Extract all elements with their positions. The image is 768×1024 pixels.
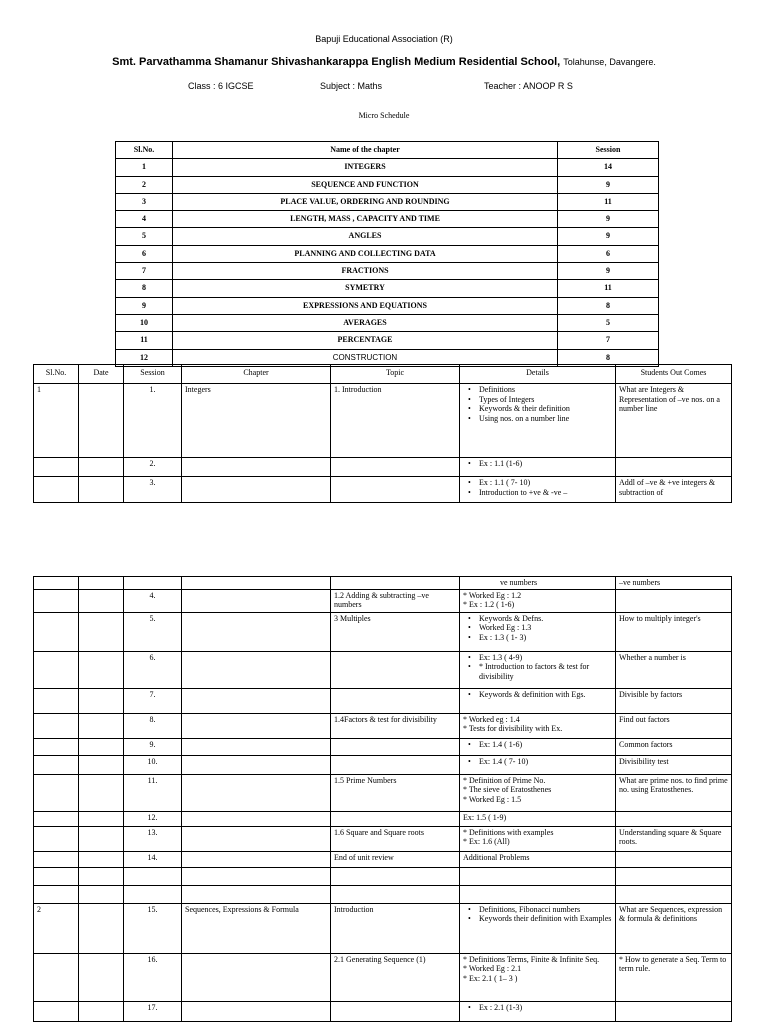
schedule-slno: 4	[116, 211, 173, 228]
details-item: • Ex: 1.4 ( 1-6)	[463, 740, 612, 750]
schedule-session: 8	[558, 297, 659, 314]
plan-session: 2.	[124, 458, 182, 477]
plan-chapter: Sequences, Expressions & Formula	[182, 903, 331, 953]
details-list	[463, 614, 612, 643]
plan-header-slno: Sl.No.	[34, 365, 79, 384]
schedule-chapter: PLANNING AND COLLECTING DATA	[173, 245, 558, 262]
schedule-header-session: Session	[558, 142, 659, 159]
plan-details: * Definitions with examples * Ex: 1.6 (All)	[460, 826, 616, 851]
schedule-chapter: EXPRESSIONS AND EQUATIONS	[173, 297, 558, 314]
plan-topic: End of unit review	[331, 851, 460, 867]
plan-chapter	[182, 688, 331, 713]
plan-details	[460, 688, 616, 713]
plan-details: ve numbers	[460, 577, 616, 590]
plan-session: 3.	[124, 477, 182, 503]
schedule-session: 14	[558, 159, 659, 176]
plan-chapter	[182, 612, 331, 651]
schedule-row	[116, 176, 659, 193]
plan-date	[79, 577, 124, 590]
plan-topic	[331, 688, 460, 713]
plan-details	[460, 738, 616, 755]
plan-outcome: Find out factors	[616, 713, 732, 738]
plan-details: * Definition of Prime No. * The sieve of Eratosthenes * Worked Eg : 1.5	[460, 774, 616, 811]
plan-slno	[34, 953, 79, 1001]
plan-session: 6.	[124, 651, 182, 688]
plan-topic	[331, 755, 460, 774]
plan-details	[460, 903, 616, 953]
plan-header-outcomes: Students Out Comes	[616, 365, 732, 384]
plan-chapter	[182, 953, 331, 1001]
plan-outcome: Whether a number is	[616, 651, 732, 688]
plan-slno	[34, 713, 79, 738]
plan-outcome	[616, 851, 732, 867]
plan-chapter	[182, 811, 331, 826]
schedule-session: 11	[558, 193, 659, 210]
schedule-slno: 6	[116, 245, 173, 262]
schedule-chapter: AVERAGES	[173, 314, 558, 331]
plan-chapter: Integers	[182, 384, 331, 458]
plan-date	[79, 953, 124, 1001]
plan-slno	[34, 577, 79, 590]
schedule-slno: 11	[116, 332, 173, 349]
plan-topic: 2.1 Generating Sequence (1)	[331, 953, 460, 1001]
plan-header-chapter: Chapter	[182, 365, 331, 384]
plan-chapter	[182, 713, 331, 738]
plan-session: 8.	[124, 713, 182, 738]
schedule-session: 11	[558, 280, 659, 297]
plan-details	[460, 612, 616, 651]
plan-session: 1.	[124, 384, 182, 458]
schedule-session: 9	[558, 211, 659, 228]
plan-slno: 2	[34, 903, 79, 953]
schedule-session: 9	[558, 263, 659, 280]
plan-date	[79, 688, 124, 713]
plan-topic	[331, 811, 460, 826]
plan-slno	[34, 477, 79, 503]
plan-row	[34, 851, 732, 867]
plan-row	[34, 903, 732, 953]
plan-outcome	[616, 458, 732, 477]
schedule-header-slno: Sl.No.	[116, 142, 173, 159]
schedule-row	[116, 332, 659, 349]
schedule-row	[116, 211, 659, 228]
details-list	[463, 385, 612, 423]
plan-session: 10.	[124, 755, 182, 774]
plan-date	[79, 458, 124, 477]
plan-details: Additional Problems	[460, 851, 616, 867]
plan-header-topic: Topic	[331, 365, 460, 384]
plan-row	[34, 826, 732, 851]
plan-slno	[34, 738, 79, 755]
details-item: • Definitions	[463, 385, 612, 395]
plan-details	[460, 458, 616, 477]
plan-session: 14.	[124, 851, 182, 867]
plan-details: * Worked Eg : 1.2 * Ex : 1.2 ( 1-6)	[460, 589, 616, 612]
plan-topic	[331, 738, 460, 755]
plan-details	[460, 651, 616, 688]
schedule-row	[116, 159, 659, 176]
schedule-slno: 1	[116, 159, 173, 176]
plan-outcome: –ve numbers	[616, 577, 732, 590]
document-title: Micro Schedule	[358, 111, 410, 120]
plan-row	[34, 384, 732, 458]
plan-row	[34, 713, 732, 738]
plan-session: 17.	[124, 1001, 182, 1021]
plan-outcome: Addl of –ve & +ve integers & subtraction of	[616, 477, 732, 503]
plan-date	[79, 651, 124, 688]
details-item: • Worked Eg : 1.3	[463, 623, 612, 633]
plan-details	[460, 477, 616, 503]
plan-topic: Introduction	[331, 903, 460, 953]
plan-date	[79, 1001, 124, 1021]
schedule-chapter: LENGTH, MASS , CAPACITY AND TIME	[173, 211, 558, 228]
school-title: Smt. Parvathamma Shamanur Shivashankarappa English Medium Residential School,	[112, 56, 561, 68]
plan-topic	[331, 1001, 460, 1021]
plan-details: Ex: 1.5 ( 1-9)	[460, 811, 616, 826]
plan-session: 16.	[124, 953, 182, 1001]
plan-row	[34, 774, 732, 811]
association-name: Bapuji Educational Association (R)	[315, 34, 453, 44]
plan-row	[34, 651, 732, 688]
school-location: Tolahunse, Davangere.	[563, 57, 656, 67]
plan-session: 9.	[124, 738, 182, 755]
plan-session: 7.	[124, 688, 182, 713]
plan-outcome: Understanding square & Square roots.	[616, 826, 732, 851]
plan-topic: 1. Introduction	[331, 384, 460, 458]
schedule-table	[115, 141, 659, 367]
details-list	[463, 478, 612, 497]
details-list	[463, 740, 612, 750]
plan-date	[79, 903, 124, 953]
schedule-chapter: ANGLES	[173, 228, 558, 245]
plan-slno	[34, 811, 79, 826]
schedule-session: 5	[558, 314, 659, 331]
plan-date	[79, 851, 124, 867]
plan-details	[460, 384, 616, 458]
plan-topic	[331, 477, 460, 503]
plan-outcome	[616, 811, 732, 826]
plan-outcome: What are Sequences, expression & formula & definitions	[616, 903, 732, 953]
schedule-session: 7	[558, 332, 659, 349]
schedule-row	[116, 228, 659, 245]
plan-date	[79, 589, 124, 612]
plan-row	[34, 589, 732, 612]
plan-outcome	[616, 1001, 732, 1021]
plan-chapter	[182, 755, 331, 774]
plan-outcome: How to multiply integer's	[616, 612, 732, 651]
plan-row-empty	[34, 885, 732, 903]
class-label: Class : 6 IGCSE	[188, 81, 254, 91]
plan-row	[34, 811, 732, 826]
schedule-chapter: PERCENTAGE	[173, 332, 558, 349]
plan-date	[79, 477, 124, 503]
schedule-chapter: CONSTRUCTION	[173, 349, 558, 366]
schedule-chapter: PLACE VALUE, ORDERING AND ROUNDING	[173, 193, 558, 210]
plan-chapter	[182, 738, 331, 755]
details-item: • Definitions, Fibonacci numbers	[463, 905, 612, 915]
plan-date	[79, 774, 124, 811]
plan-topic	[331, 577, 460, 590]
schedule-slno: 2	[116, 176, 173, 193]
plan-date	[79, 612, 124, 651]
details-item: • * Introduction to factors & test for divisibility	[463, 662, 612, 681]
plan-chapter	[182, 477, 331, 503]
plan-chapter	[182, 589, 331, 612]
subject-label: Subject : Maths	[320, 81, 383, 91]
plan-header-date: Date	[79, 365, 124, 384]
details-item: • Ex : 2.1 (1-3)	[463, 1003, 612, 1013]
plan-date	[79, 713, 124, 738]
schedule-slno: 3	[116, 193, 173, 210]
details-item: • Ex : 1.1 ( 7- 10)	[463, 478, 612, 488]
plan-chapter	[182, 826, 331, 851]
plan-date	[79, 811, 124, 826]
plan-outcome: Divisible by factors	[616, 688, 732, 713]
plan-slno	[34, 612, 79, 651]
schedule-slno: 5	[116, 228, 173, 245]
plan-chapter	[182, 774, 331, 811]
details-item: • Keywords & definition with Egs.	[463, 690, 612, 700]
lesson-plan-table-continued	[33, 576, 732, 1022]
plan-row	[34, 477, 732, 503]
schedule-row	[116, 263, 659, 280]
details-item: • Ex: 1.3 ( 4-9)	[463, 653, 612, 663]
schedule-row	[116, 314, 659, 331]
plan-slno	[34, 651, 79, 688]
plan-outcome: What are prime nos. to find prime no. using Eratosthenes.	[616, 774, 732, 811]
schedule-row	[116, 280, 659, 297]
details-item: • Using nos. on a number line	[463, 414, 612, 424]
plan-session: 13.	[124, 826, 182, 851]
details-list	[463, 690, 612, 700]
schedule-header-chapter: Name of the chapter	[173, 142, 558, 159]
schedule-row	[116, 297, 659, 314]
plan-topic: 1.5 Prime Numbers	[331, 774, 460, 811]
plan-slno	[34, 774, 79, 811]
plan-row-empty	[34, 867, 732, 885]
plan-date	[79, 384, 124, 458]
plan-slno	[34, 851, 79, 867]
plan-details: * Worked eg : 1.4 * Tests for divisibility with Ex.	[460, 713, 616, 738]
schedule-chapter: SYMETRY	[173, 280, 558, 297]
plan-session: 5.	[124, 612, 182, 651]
schedule-slno: 12	[116, 349, 173, 366]
details-list	[463, 905, 612, 924]
plan-date	[79, 826, 124, 851]
plan-slno	[34, 1001, 79, 1021]
schedule-session: 6	[558, 245, 659, 262]
plan-slno	[34, 755, 79, 774]
details-item: • Keywords & their definition	[463, 404, 612, 414]
plan-row	[34, 1001, 732, 1021]
plan-topic: 3 Multiples	[331, 612, 460, 651]
schedule-row	[116, 245, 659, 262]
plan-session: 4.	[124, 589, 182, 612]
plan-slno: 1	[34, 384, 79, 458]
plan-chapter	[182, 651, 331, 688]
plan-topic: 1.6 Square and Square roots	[331, 826, 460, 851]
plan-session: 12.	[124, 811, 182, 826]
plan-session: 15.	[124, 903, 182, 953]
plan-topic: 1.4Factors & test for divisibility	[331, 713, 460, 738]
plan-topic	[331, 458, 460, 477]
plan-topic: 1.2 Adding & subtracting –ve numbers	[331, 589, 460, 612]
plan-chapter	[182, 458, 331, 477]
plan-topic	[331, 651, 460, 688]
schedule-slno: 9	[116, 297, 173, 314]
plan-details: * Definitions Terms, Finite & Infinite Seq. * Worked Eg : 2.1 * Ex: 2.1 ( 1– 3 )	[460, 953, 616, 1001]
schedule-header-row	[116, 142, 659, 159]
details-item: • Ex : 1.1 (1-6)	[463, 459, 612, 469]
plan-outcome	[616, 589, 732, 612]
plan-outcome: What are Integers & Representation of –ve nos. on a number line	[616, 384, 732, 458]
plan-details	[460, 1001, 616, 1021]
schedule-session: 9	[558, 176, 659, 193]
plan-row	[34, 738, 732, 755]
plan-chapter	[182, 851, 331, 867]
teacher-label: Teacher : ANOOP R S	[484, 81, 573, 91]
schedule-slno: 7	[116, 263, 173, 280]
schedule-row	[116, 193, 659, 210]
plan-row	[34, 953, 732, 1001]
plan-row	[34, 755, 732, 774]
details-item: • Ex : 1.3 ( 1- 3)	[463, 633, 612, 643]
schedule-session: 9	[558, 228, 659, 245]
plan-header-row	[34, 365, 732, 384]
schedule-session: 8	[558, 349, 659, 366]
details-list	[463, 1003, 612, 1013]
plan-row	[34, 688, 732, 713]
details-item: • Types of Integers	[463, 395, 612, 405]
details-list	[463, 459, 612, 469]
schedule-chapter: INTEGERS	[173, 159, 558, 176]
plan-row	[34, 577, 732, 590]
plan-row	[34, 458, 732, 477]
schedule-chapter: FRACTIONS	[173, 263, 558, 280]
plan-date	[79, 738, 124, 755]
details-item: • Ex: 1.4 ( 7- 10)	[463, 757, 612, 767]
plan-outcome: * How to generate a Seq. Term to term rule.	[616, 953, 732, 1001]
details-list	[463, 653, 612, 682]
plan-header-details: Details	[460, 365, 616, 384]
plan-details	[460, 755, 616, 774]
plan-slno	[34, 688, 79, 713]
plan-slno	[34, 458, 79, 477]
plan-outcome: Common factors	[616, 738, 732, 755]
details-list	[463, 757, 612, 767]
plan-row	[34, 612, 732, 651]
plan-session	[124, 577, 182, 590]
details-item: • Introduction to +ve & -ve –	[463, 488, 612, 498]
lesson-plan-table	[33, 364, 732, 503]
plan-slno	[34, 589, 79, 612]
plan-chapter	[182, 1001, 331, 1021]
details-item: • Keywords & Defns.	[463, 614, 612, 624]
details-item: • Keywords their definition with Examples	[463, 914, 612, 924]
plan-date	[79, 755, 124, 774]
schedule-slno: 8	[116, 280, 173, 297]
plan-outcome: Divisibility test	[616, 755, 732, 774]
schedule-slno: 10	[116, 314, 173, 331]
schedule-chapter: SEQUENCE AND FUNCTION	[173, 176, 558, 193]
plan-slno	[34, 826, 79, 851]
plan-chapter	[182, 577, 331, 590]
school-name	[0, 56, 768, 68]
plan-header-session: Session	[124, 365, 182, 384]
plan-session: 11.	[124, 774, 182, 811]
